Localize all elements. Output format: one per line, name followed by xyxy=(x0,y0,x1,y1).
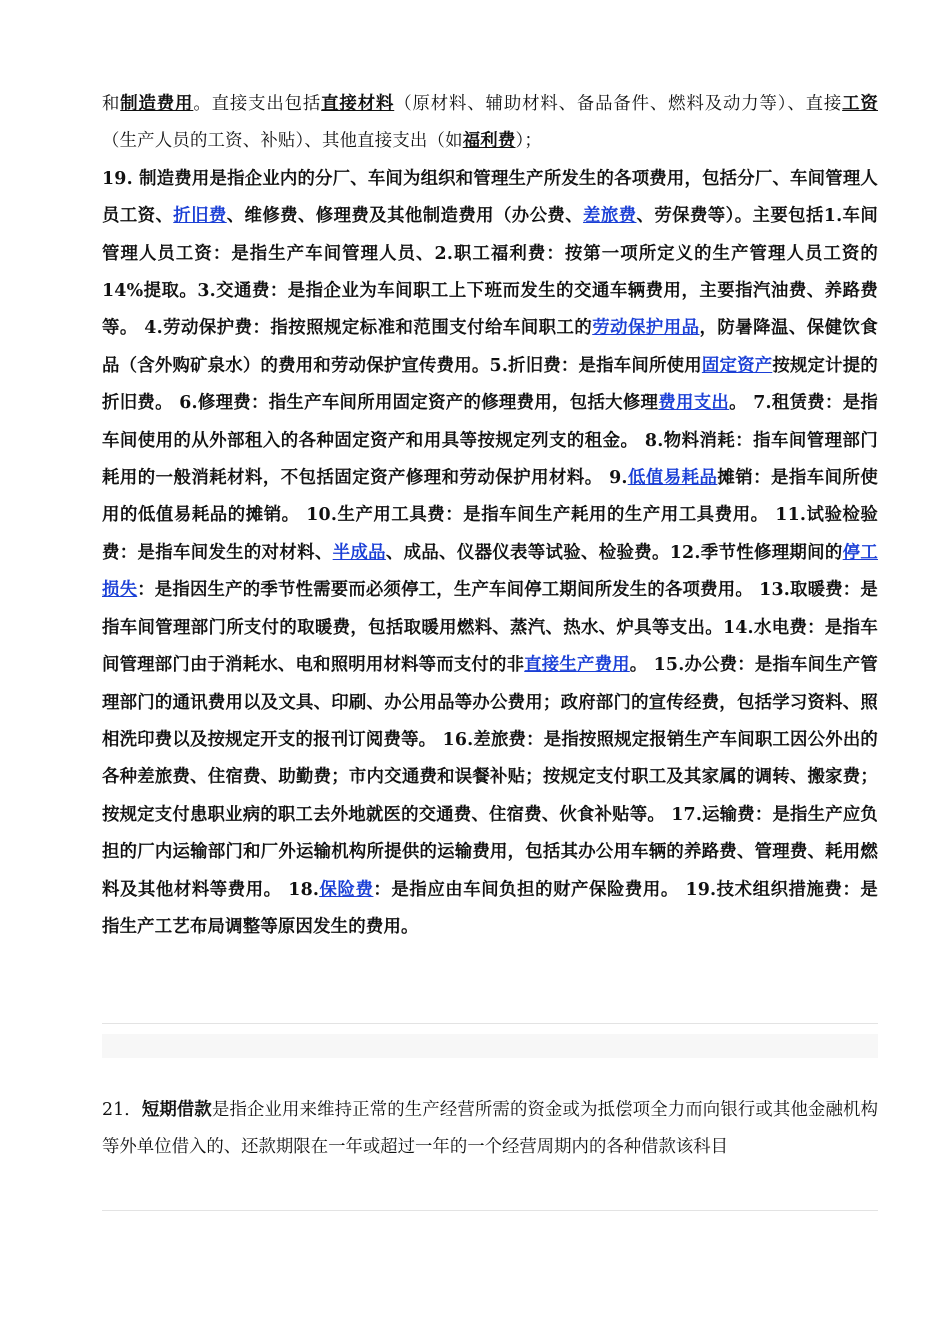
link-depreciation[interactable]: 折旧费 xyxy=(173,206,227,227)
term-manufacturing-cost: 制造费用 xyxy=(120,94,194,114)
link-labor-protection[interactable]: 劳动保护用品 xyxy=(592,318,700,339)
link-fixed-assets[interactable]: 固定资产 xyxy=(701,355,773,376)
link-low-value-consumables[interactable]: 低值易耗品 xyxy=(627,468,718,489)
term-direct-materials: 直接材料 xyxy=(321,94,395,114)
link-semi-finished[interactable]: 半成品 xyxy=(332,542,386,563)
link-expense-expenditure[interactable]: 费用支出 xyxy=(658,393,730,414)
divider-bottom xyxy=(102,1210,878,1211)
term-welfare-fee: 福利费 xyxy=(462,131,516,152)
divider xyxy=(102,1023,878,1024)
link-shutdown-loss[interactable]: 停工损失 xyxy=(102,542,878,601)
paragraph-short-term-loan: 21．短期借款是指企业用来维持正常的生产经营所需的资金或为抵偿项全力而向银行或其他金融机构等外单位借入的、还款期限在一年或超过一年的一个经营周期内的各种借款该科目 xyxy=(102,1100,878,1158)
link-insurance[interactable]: 保险费 xyxy=(319,879,374,900)
gray-band xyxy=(102,1034,878,1058)
term-wages: 工资 xyxy=(842,94,878,114)
link-direct-production-cost[interactable]: 直接生产费用 xyxy=(524,655,630,676)
paragraph-direct-expenses: 和制造费用。直接支出包括直接材料（原材料、辅助材料、备品备件、燃料及动力等）、直接工资（生产人员的工资、补贴）、其他直接支出（如福利费）； xyxy=(102,94,878,152)
paragraph-manufacturing-cost: 19. 制造费用是指企业内的分厂、车间为组织和管理生产所发生的各项费用，包括分厂、车间管理人员工资、折旧费、维修费、修理费及其他制造费用（办公费、差旅费、劳保费等）。主要包括1.车间管理人员工资：是指生产车间管理人员、2.职工福利费：按第一项所定义的生产管理人员工资的14%提取。3.交通费：是指企业为车间职工上下班而发生的交通车辆费用，主要指汽油费、养路费等。 4.劳动保护费：指按照规定标准和范围支付给车间职工的劳动保护用品，防暑降温、保健饮食品（含外购矿泉水）的费用和劳动保护宣传费用。5.折旧费：是指车间所使用固定资产按规定计提的折旧费。 6.修理费：指生产车间所用固定资产的修理费用，包括大修理费用支出。 7.租赁费：是指车间使用的从外部租入的各种固定资产和用具等按规定列支的租金。 8.物料消耗：指车间管理部门耗用的一般消耗材料，不包括固定资产修理和劳动保护用材料。 9.低值易耗品摊销：是指车间所使用的低值易耗品的摊销。 10.生产用工具费：是指车间生产耗用的生产用工具费用。 11.试验检验费：是指车间发生的对材料、半成品、成品、仪器仪表等试验、检验费。12.季节性修理期间的停工损失：是指因生产的季节性需要而必须停工，生产车间停工期间所发生的各项费用。 13.取暖费：是指车间管理部门所支付的取暖费，包括取暖用燃料、蒸汽、热水、炉具等支出。14.水电费：是指车间管理部门由于消耗水、电和照明用材料等而支付的非直接生产费用。 15.办公费：是指车间生产管理部门的通讯费用以及文具、印刷、办公用品等办公费用；政府部门的宣传经费，包括学习资料、照相洗印费以及按规定开支的报刊订阅费等。 16.差旅费：是指按照规定报销生产车间职工因公外出的各种差旅费、住宿费、助勤费；市内交通费和误餐补贴；按规定支付职工及其家属的调转、搬家费；按规定支付患职业病的职工去外地就医的交通费、住宿费、伙食补贴等。 17.运输费：是指生产应负担的厂内运输部门和厂外运输机构所提供的运输费用，包括其办公用车辆的养路费、管理费、耗用燃料及其他材料等费用。 18.保险费：是指应由车间负担的财产保险费用。 19.技术组织措施费：是指生产工艺布局调整等原因发生的费用。 xyxy=(102,168,879,937)
section-short-term-loan xyxy=(102,1092,878,1167)
link-travel-expense[interactable]: 差旅费 xyxy=(583,206,637,227)
document-body xyxy=(102,86,878,946)
term-short-term-loan: 短期借款 xyxy=(141,1100,212,1120)
